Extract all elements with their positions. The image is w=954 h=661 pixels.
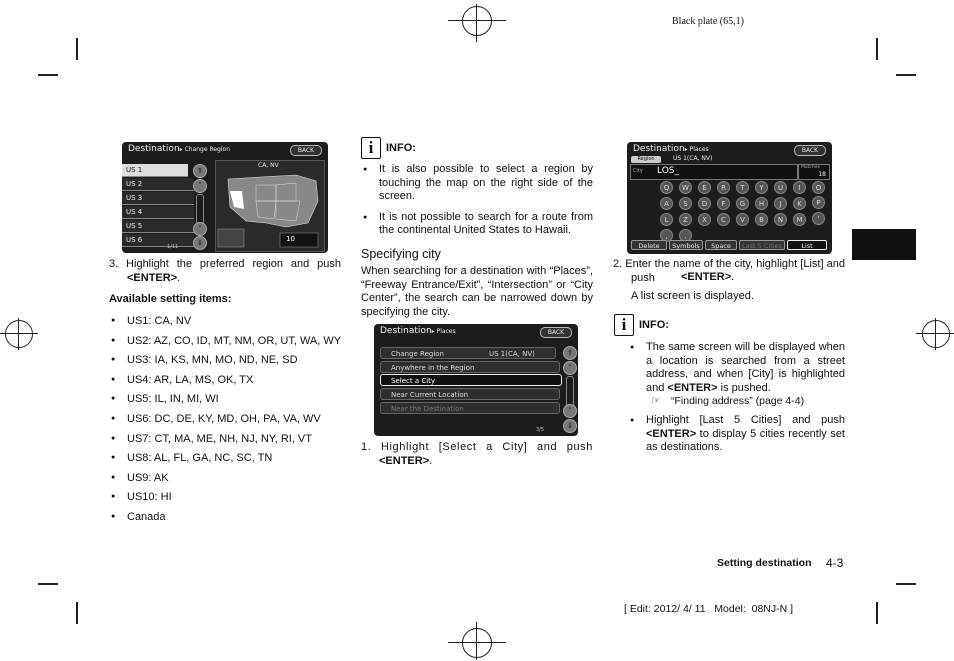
- screen-title: Destination: [128, 144, 180, 154]
- region-row[interactable]: US 3: [122, 192, 194, 205]
- list-item: ● US3: IA, KS, MN, MO, ND, NE, SD: [109, 353, 349, 373]
- scroll-top-button[interactable]: ⇑: [193, 164, 207, 178]
- info-heading: i INFO:: [361, 137, 416, 159]
- city-label: City: [633, 168, 643, 174]
- map-region-label: CA, NV: [258, 162, 279, 169]
- change-region-screenshot: [122, 142, 328, 253]
- list-item: ● US7: CT, MA, ME, NH, NJ, NY, RI, VT: [109, 432, 349, 452]
- list-item: ● US5: IL, IN, MI, WI: [109, 392, 349, 412]
- delete-button[interactable]: Delete: [631, 240, 667, 250]
- key[interactable]: R: [717, 181, 730, 194]
- region-button[interactable]: Region: [631, 156, 661, 163]
- list-item: ● US8: AL, FL, GA, NC, SC, TN: [109, 451, 349, 471]
- key[interactable]: M: [793, 213, 806, 226]
- region-row[interactable]: US 2: [122, 178, 194, 191]
- info-bullet-1: ● The same screen will be displayed when a location is searched from a street address, and when [City] is highlighted and <ENTER> is pushed.: [628, 341, 845, 395]
- key[interactable]: Q: [660, 181, 673, 194]
- key[interactable]: ,: [660, 229, 673, 242]
- registration-mark-bottom: [462, 628, 492, 658]
- key[interactable]: I: [793, 181, 806, 194]
- city-field[interactable]: [630, 164, 798, 180]
- key[interactable]: K: [793, 197, 806, 210]
- step-2-key: <ENTER>.: [681, 271, 735, 283]
- back-button[interactable]: BACK: [794, 145, 826, 156]
- step-2-note: A list screen is displayed.: [631, 290, 754, 302]
- city-value: LOS_: [657, 166, 679, 176]
- available-settings-heading: Available setting items:: [109, 293, 232, 305]
- menu-row[interactable]: Near the Destination: [380, 402, 560, 414]
- key[interactable]: B: [755, 213, 768, 226]
- scroll-bottom-button[interactable]: ⇓: [193, 236, 207, 250]
- scroll-up-button[interactable]: ˄: [193, 179, 207, 193]
- intro-paragraph: When searching for a destination with “Places”, “Freeway Entrance/Exit”, “Intersection” or “City Center”, the search can be narrowed down by specifying the city.: [361, 265, 593, 318]
- region-row[interactable]: US 5: [122, 220, 194, 233]
- list-item: ● US9: AK: [109, 471, 349, 491]
- places-screenshot: [374, 324, 578, 436]
- registration-mark-top: [462, 6, 492, 36]
- list-item: ● US4: AR, LA, MS, OK, TX: [109, 373, 349, 393]
- key[interactable]: W: [679, 181, 692, 194]
- screen-subtitle: ▸ Change Region: [179, 146, 230, 153]
- back-button[interactable]: BACK: [290, 145, 322, 156]
- key[interactable]: G: [736, 197, 749, 210]
- key[interactable]: U: [774, 181, 787, 194]
- symbols-button[interactable]: Symbols: [669, 240, 703, 250]
- region-row[interactable]: US 4: [122, 206, 194, 219]
- registration-mark-left: [5, 320, 33, 348]
- menu-row[interactable]: Near Current Location: [380, 388, 560, 400]
- list-item: ● Canada: [109, 510, 349, 530]
- list-item: ● US1: CA, NV: [109, 314, 349, 334]
- key[interactable]: .: [679, 229, 692, 242]
- chapter-tab: [852, 229, 916, 260]
- info-bullets: [361, 163, 593, 244]
- key[interactable]: H: [755, 197, 768, 210]
- list-item: ● US6: DC, DE, KY, MD, OH, PA, VA, WV: [109, 412, 349, 432]
- usa-map: [216, 161, 324, 251]
- key[interactable]: N: [774, 213, 787, 226]
- list-item: ● US10: HI: [109, 490, 349, 510]
- key[interactable]: C: [717, 213, 730, 226]
- reference-pointer-icon: ☞: [651, 395, 661, 407]
- matches-label: Matches: [801, 165, 820, 170]
- list-button[interactable]: List: [787, 240, 827, 250]
- back-button[interactable]: BACK: [540, 327, 572, 338]
- edit-info: [ Edit: 2012/ 4/ 11 Model: 08NJ-N ]: [624, 603, 794, 615]
- matches-box: [798, 164, 830, 180]
- key[interactable]: O: [812, 181, 825, 194]
- scroll-down-button[interactable]: ˅: [563, 404, 577, 418]
- screen-title: Destination: [633, 144, 685, 154]
- step-2-key-line: [631, 271, 676, 285]
- info-icon: i: [361, 137, 381, 159]
- info-heading: i INFO:: [614, 314, 669, 336]
- region-map[interactable]: [215, 160, 325, 252]
- scroll-up-button[interactable]: ˄: [563, 361, 577, 375]
- key[interactable]: F: [717, 197, 730, 210]
- key[interactable]: V: [736, 213, 749, 226]
- key[interactable]: D: [698, 197, 711, 210]
- space-button[interactable]: Space: [705, 240, 737, 250]
- key[interactable]: T: [736, 181, 749, 194]
- key[interactable]: ': [812, 212, 825, 225]
- info-bullet: ● It is also possible to select a region by touching the map on the right side of the screen.: [361, 163, 593, 204]
- key[interactable]: J: [774, 197, 787, 210]
- key[interactable]: L: [660, 213, 673, 226]
- key[interactable]: X: [698, 213, 711, 226]
- step-2: 2. Enter the name of the city, highlight [List] and push: [613, 258, 845, 284]
- plate-label: Black plate (65,1): [672, 16, 744, 27]
- key[interactable]: A: [660, 197, 673, 210]
- registration-mark-right: [922, 320, 950, 348]
- footer-section-title: Setting destination: [717, 557, 812, 569]
- matches-value: 18: [818, 171, 826, 178]
- region-row[interactable]: US 1: [122, 164, 188, 177]
- key[interactable]: E: [698, 181, 711, 194]
- menu-row[interactable]: Anywhere in the Region: [380, 361, 560, 373]
- step-3: 3. Highlight the preferred region and push <ENTER>.: [109, 258, 341, 284]
- scroll-down-button[interactable]: ˅: [193, 222, 207, 236]
- page-reference: ☞ “Finding address” (page 4-4): [651, 394, 805, 407]
- info-icon: i: [614, 314, 634, 336]
- page-number: 4-3: [826, 556, 844, 570]
- screen-subtitle: ▸ Places: [431, 328, 456, 335]
- section-subheading: Specifying city: [361, 247, 441, 261]
- region-counter: 1/11: [167, 244, 179, 250]
- info-bullet-2: ● Highlight [Last 5 Cities] and push <ENTER> to display 5 cities recently set as destinations.: [628, 414, 845, 455]
- list-item: ● US2: AZ, CO, ID, MT, NM, OR, UT, WA, WY: [109, 334, 349, 354]
- region-value: US 1(CA, NV): [489, 350, 535, 358]
- key[interactable]: P: [812, 196, 825, 209]
- key[interactable]: Y: [755, 181, 768, 194]
- screen-subtitle: ▸ Places: [684, 146, 709, 153]
- key[interactable]: S: [679, 197, 692, 210]
- scroll-top-button[interactable]: ⇑: [563, 346, 577, 360]
- info-bullet: ● It is not possible to search for a route from the continental United States to Hawaii.: [361, 211, 593, 238]
- last-5-cities-button[interactable]: Last 5 Cities: [739, 240, 785, 250]
- region-row[interactable]: US 6: [122, 234, 194, 247]
- menu-counter: 3/5: [536, 427, 545, 433]
- setting-items-list: [109, 314, 349, 530]
- city-input-screenshot: [627, 142, 832, 254]
- screen-title: Destination: [380, 326, 432, 336]
- map-region-number: 10: [286, 235, 295, 243]
- change-region-row[interactable]: Change Region US 1(CA, NV): [380, 347, 556, 359]
- step-1: 1. Highlight [Select a City] and push <ENTER>.: [361, 441, 593, 467]
- scroll-bottom-button[interactable]: ⇓: [563, 419, 577, 433]
- menu-row-selected[interactable]: Select a City: [380, 374, 562, 386]
- region-value: US 1(CA, NV): [673, 155, 713, 162]
- key[interactable]: Z: [679, 213, 692, 226]
